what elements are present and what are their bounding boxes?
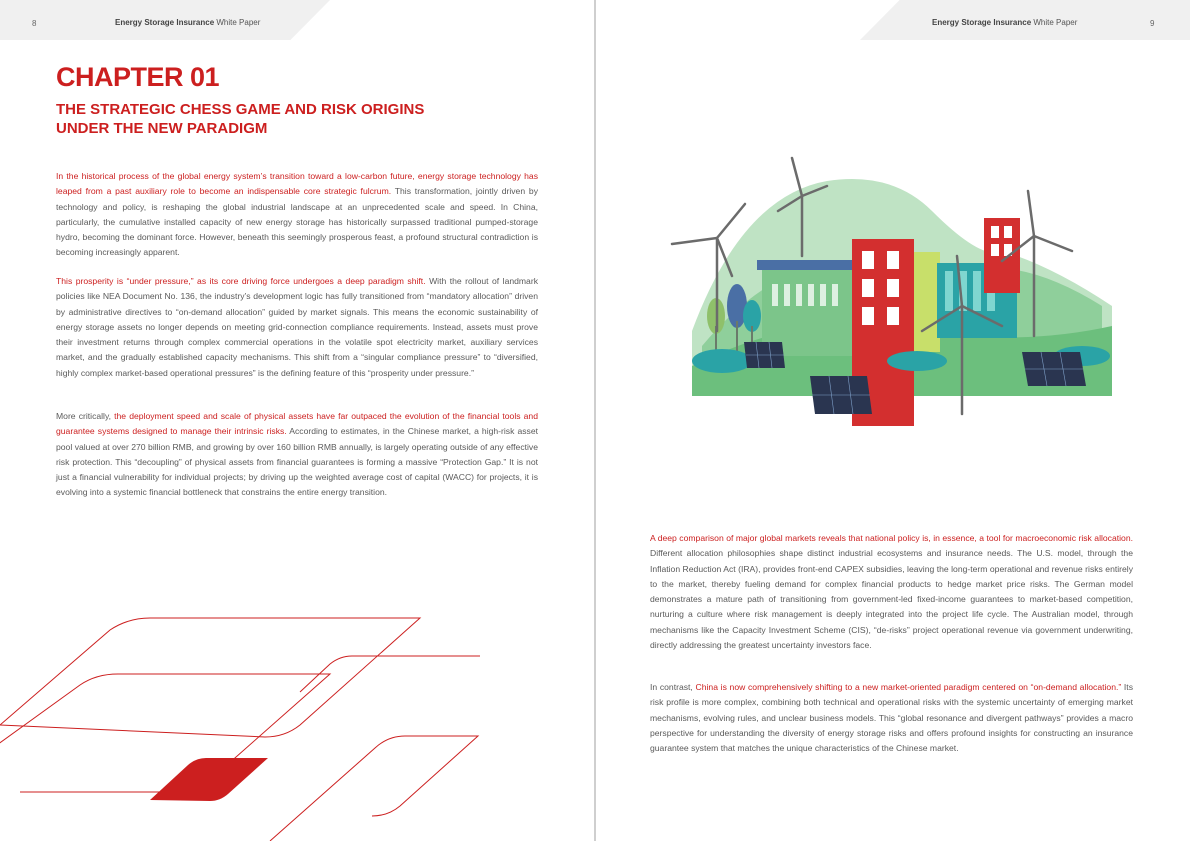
highlight-text: A deep comparison of major global markets reveals that national policy is, in essence, a tool for macroeconomic risk allocation. [650, 533, 1133, 543]
paragraph-5: In contrast, China is now comprehensively shifting to a new market-oriented paradigm centered on “on-demand allocation.” Its risk profile is more complex, combining both technical and operational risks with the systemic uncertainty of emerging market mechanisms, evolving rules, and unclear business models. This “global resonance and divergent pathways” provides a macro perspective for understanding the diversity of energy storage risks and offers profound insights for constructing an insurance guarantee system that matches the unique characteristics of the Chinese market. [650, 682, 1133, 754]
paragraph-3: More critically, the deployment speed and scale of physical assets have far outpaced the evolution of the financial tools and guarantee systems designed to manage their intrinsic risks. According to estimates, in the Chinese market, a high-risk asset pool valued at over 270 billion RMB, and growing by over 160 billion RMB annually, is largely operating outside of any effective risk protection. This “decoupling” of physical assets from financial guarantees is forming a massive “Protection Gap.” It is not just a financial vulnerability for individual projects; by driving up the weighted average cost of capital (WACC) for projects, it is evolving into a systemic financial bottleneck that constrains the entire energy transition. [56, 411, 538, 498]
highlight-text: China is now comprehensively shifting to a new market-oriented paradigm centered on “on-demand allocation.” [695, 682, 1122, 692]
paragraph-4: A deep comparison of major global markets reveals that national policy is, in essence, a tool for macroeconomic risk allocation. Different allocation philosophies shape distinct industrial ecosystems and insurance needs. The U.S. model, through the Inflation Reduction Act (IRA), provides front-end CAPEX subsidies, leaving the long-term operational and revenue risks entirely to the market, thereby fueling demand for complex financial products to hedge market price risks. The German model demonstrates a mature path of transitioning from government-led fixed-income guarantees to market-based competition, nurturing a culture where risk management is deeply integrated into the project life cycle. The Australian model, through mechanisms like the Capacity Investment Scheme (CIS), “de-risks” project operational revenue via government underwriting, directly addressing the greatest uncertainty investors face. [650, 533, 1133, 651]
running-header-left [115, 18, 260, 27]
chapter-title [56, 100, 456, 138]
right-page [596, 0, 1190, 841]
chapter-title-line2: UNDER THE NEW PARADIGM [56, 120, 268, 137]
highlight-text: the deployment speed and scale of physical assets have far outpaced the evolution of the financial tools and guarantee systems designed to manage their intrinsic risks. [56, 411, 538, 437]
running-header-bold: Energy Storage Insurance [115, 18, 215, 27]
running-header-rest: White Paper [214, 18, 261, 27]
renewable-energy-illustration-icon [662, 156, 1132, 426]
highlight-text: In the historical process of the global energy system’s transition toward a low-carbon future, energy storage technology has leaped from a past auxiliary role to become an indispensable core strategic fulcrum. [56, 171, 538, 197]
paragraph-2: This prosperity is “under pressure,” as its core driving force undergoes a deep paradigm shift. With the rollout of landmark policies like NEA Document No. 136, the industry’s development logic has fully transitioned from “mandatory allocation” driven by administrative directives to “on-demand allocation” guided by market signals. This means the economic sustainability of energy storage assets no longer depends on meeting grid-connection compliance requirements. Instead, assets must prove their investment returns through complex commercial operations in the volatile spot electricity market, auxiliary services market, and the gradually established capacity mechanisms. This shift from a “singular compliance pressure” to “diversified, highly complex market-based operational pressures” is the defining feature of this “prosperity under pressure.” [56, 276, 538, 378]
page-number-right: 9 [1150, 19, 1155, 28]
chapter-title-line1: THE STRATEGIC CHESS GAME AND RISK ORIGINS [56, 101, 425, 118]
running-header-right [932, 18, 1077, 27]
red-parallelogram-decoration-icon [0, 600, 595, 841]
chapter-label: CHAPTER 01 [56, 62, 220, 92]
running-header-rest: White Paper [1031, 18, 1078, 27]
page-number-left: 8 [32, 19, 37, 28]
highlight-text: This prosperity is “under pressure,” as its core driving force undergoes a deep paradigm shift. [56, 276, 426, 286]
paragraph-1: In the historical process of the global energy system’s transition toward a low-carbon future, energy storage technology has leaped from a past auxiliary role to become an indispensable core strategic fulcrum. This transformation, jointly driven by technology and policy, is reshaping the global industrial landscape at an unprecedented scale and speed. In China, particularly, the cumulative installed capacity of new energy storage has historically surpassed traditional pumped-storage hydro, becoming the dominant force. However, beneath this seemingly prosperous feast, a profound structural contradiction is becoming increasingly apparent. [56, 171, 538, 258]
running-header-bold: Energy Storage Insurance [932, 18, 1032, 27]
